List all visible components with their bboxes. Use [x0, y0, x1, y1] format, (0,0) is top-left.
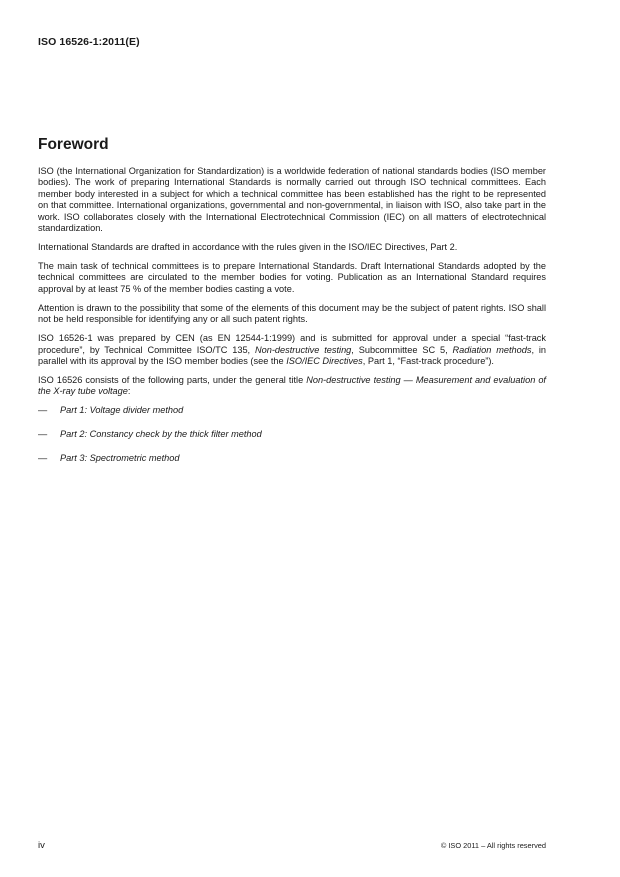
text-segment: , Subcommittee SC 5, [351, 344, 453, 355]
copyright-notice: © ISO 2011 – All rights reserved [440, 841, 546, 850]
paragraph-patent-notice: Attention is drawn to the possibility that some of the elements of this document may be the subject of patent rights. ISO shall not be held responsible for identifying any or all such patent rights. [38, 302, 546, 325]
page-title: Foreword [38, 136, 109, 153]
list-dash: — [38, 429, 48, 440]
italic-general-title: Non-destructive testing — Measurement and evaluation of the X-ray tube voltage [38, 375, 546, 397]
text-segment: ISO 16526-1 was prepared by CEN (as EN 12544-1:1999) and is submitted for approval under a special “fast-track procedure”, by Technical Committee ISO/TC 135, [38, 333, 546, 355]
text-segment: : [127, 386, 131, 397]
text-segment: , in parallel with its approval by the ISO member bodies (see the [38, 344, 547, 367]
page-number: iv [38, 840, 45, 851]
paragraph-iso-intro: ISO (the International Organization for Standardization) is a worldwide federation of national standards bodies (ISO member bodies). The work of preparing International Standards is normally carried out through ISO technical committees. Each member body interested in a subject for which a technical committee has been established has the right to be represented on that committee. International organizations, governmental and non-governmental, in liaison with ISO, also take part in the work. ISO collaborates closely with the International Electrotechnical Commission (IEC) on all matters of electrotechnical standardization. [38, 166, 546, 234]
list-item-text: Part 3: Spectrometric method [60, 453, 180, 464]
italic-subcommittee-name: Radiation methods [452, 344, 532, 355]
list-item-text: Part 1: Voltage divider method [60, 405, 184, 416]
paragraph-drafting-rules: International Standards are drafted in accordance with the rules given in the ISO/IEC Directives, Part 2. [38, 242, 458, 253]
text-segment: ISO 16526 consists of the following parts, under the general title [38, 375, 307, 386]
parts-list [38, 405, 546, 464]
paragraph-committee-task: The main task of technical committees is to prepare International Standards. Draft International Standards adopted by the technical committees are circulated to the member bodies for voting. Publication as an International Standard requires approval by at least 75 % of the member bodies casting a vote. [38, 261, 546, 294]
paragraph-parts-intro [38, 375, 546, 398]
foreword-body [38, 166, 546, 477]
list-item-text: Part 2: Constancy check by the thick filter method [60, 429, 262, 440]
list-item [38, 429, 546, 440]
italic-directives-name: ISO/IEC Directives [286, 356, 363, 367]
list-item [38, 453, 546, 464]
list-item [38, 405, 546, 416]
paragraph-preparation [38, 333, 546, 367]
italic-committee-name: Non-destructive testing [255, 344, 352, 355]
document-id-header: ISO 16526-1:2011(E) [38, 36, 140, 48]
list-dash: — [38, 405, 48, 416]
page-footer [38, 840, 546, 851]
text-segment: , Part 1, “Fast-track procedure”). [362, 356, 494, 367]
list-dash: — [38, 453, 48, 464]
